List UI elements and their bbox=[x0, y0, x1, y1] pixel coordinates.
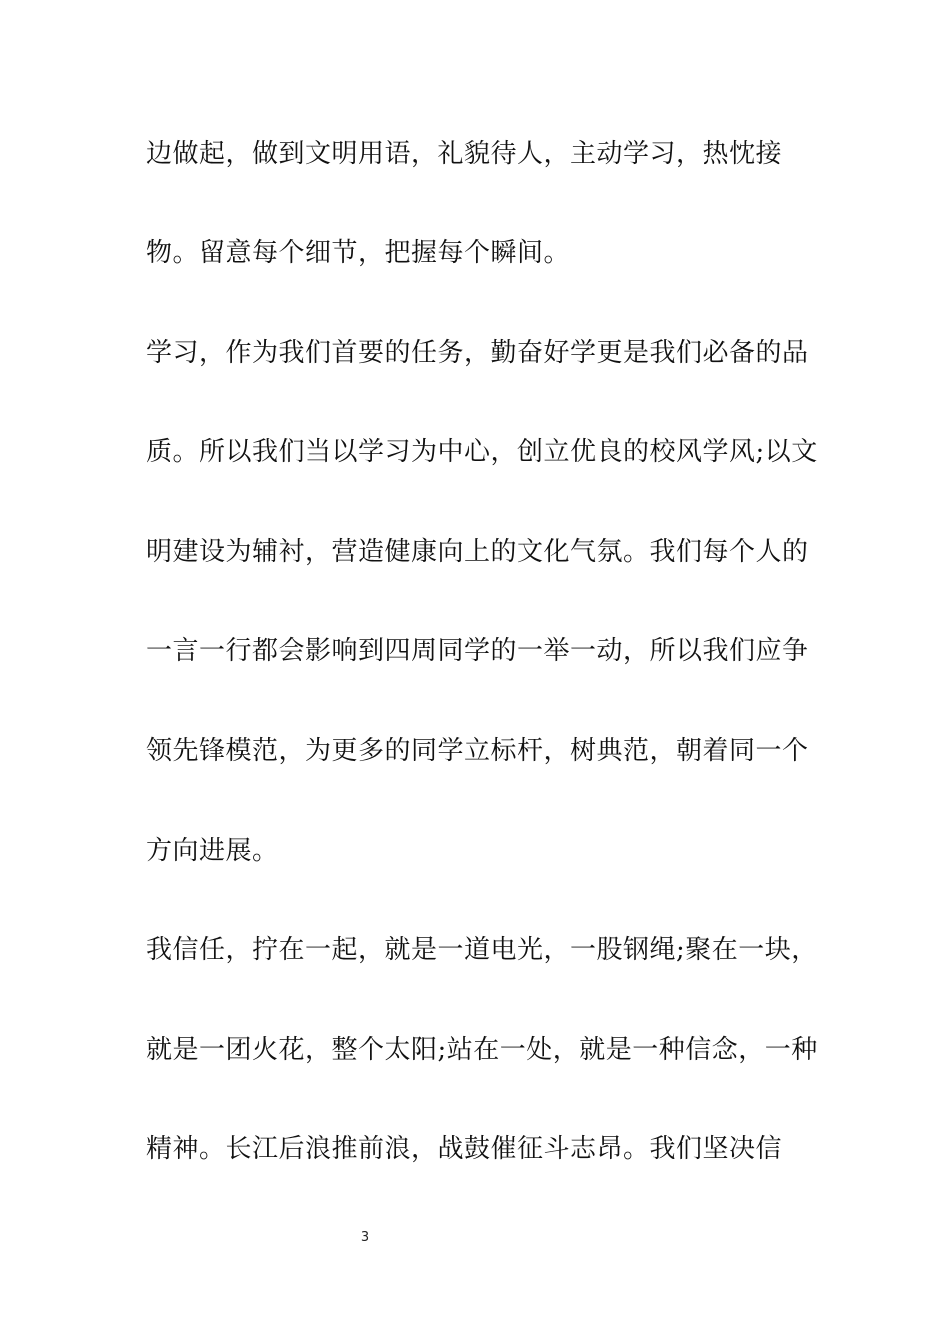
text-line: 就是一团火花，整个太阳;站在一处，就是一种信念，一种 bbox=[146, 1035, 818, 1065]
text-line: 一言一行都会影响到四周同学的一举一动，所以我们应争 bbox=[146, 636, 809, 666]
text-line: 领先锋模范，为更多的同学立标杆，树典范，朝着同一个 bbox=[146, 736, 809, 766]
text-line: 边做起，做到文明用语，礼貌待人，主动学习，热忱接 bbox=[146, 139, 783, 169]
text-line: 方向进展。 bbox=[146, 836, 279, 866]
text-line: 物。留意每个细节，把握每个瞬间。 bbox=[146, 238, 571, 268]
text-line: 质。所以我们当以学习为中心，创立优良的校风学风;以文 bbox=[146, 437, 818, 467]
text-line: 我信任，拧在一起，就是一道电光，一股钢绳;聚在一块， bbox=[146, 935, 818, 965]
text-line: 精神。长江后浪推前浪，战鼓催征斗志昂。我们坚决信 bbox=[146, 1134, 783, 1164]
page-number: 3 bbox=[360, 1230, 370, 1245]
text-line: 明建设为辅衬，营造健康向上的文化气氛。我们每个人的 bbox=[146, 537, 809, 567]
text-line: 学习，作为我们首要的任务，勤奋好学更是我们必备的品 bbox=[146, 338, 809, 368]
